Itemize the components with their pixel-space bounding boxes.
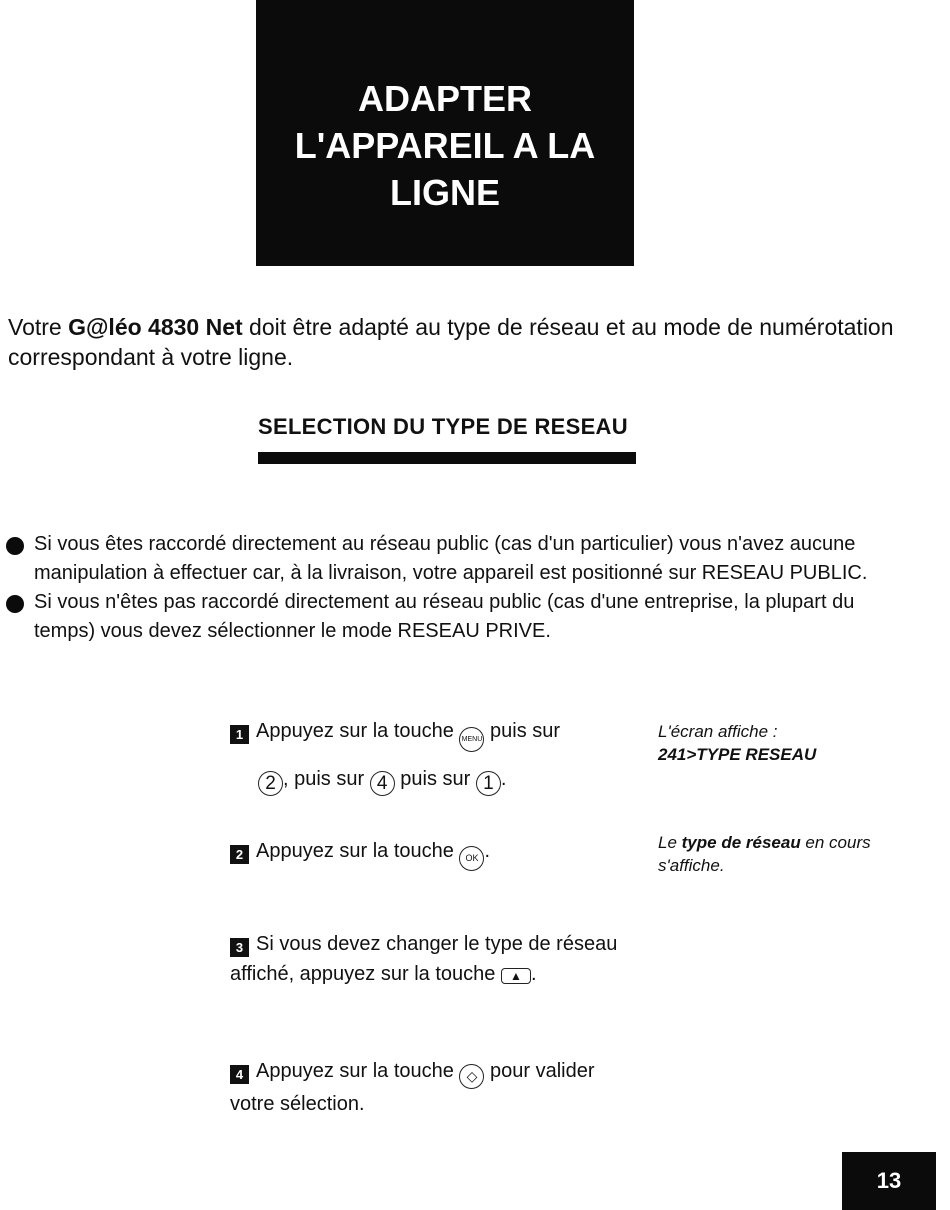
page-number: 13 bbox=[842, 1152, 936, 1210]
key-4-icon: 4 bbox=[370, 771, 395, 796]
key-2-icon: 2 bbox=[258, 771, 283, 796]
note-text: Le bbox=[658, 833, 682, 852]
screen-display-text: 241>TYPE RESEAU bbox=[658, 745, 817, 764]
step-text: puis sur bbox=[400, 768, 471, 790]
step-number: 2 bbox=[230, 845, 249, 864]
step-text: Appuyez sur la touche bbox=[256, 1060, 454, 1082]
note-label: L'écran affiche : bbox=[658, 722, 778, 741]
bullet-list bbox=[6, 530, 906, 646]
screen-display-note bbox=[658, 720, 816, 766]
network-type-note bbox=[658, 831, 878, 877]
chapter-title bbox=[295, 51, 596, 216]
intro-prefix: Votre bbox=[8, 314, 69, 340]
list-item bbox=[6, 530, 906, 588]
section-header bbox=[258, 413, 636, 464]
chapter-title-line-2: L'APPAREIL A LA bbox=[294, 124, 596, 166]
step-1 bbox=[230, 716, 640, 796]
ok-key-icon: OK bbox=[459, 846, 484, 871]
chapter-title-line-3: LIGNE bbox=[389, 171, 500, 213]
list-item bbox=[6, 588, 906, 646]
step-text: Si vous devez changer le type de réseau affiché, appuyez sur la touche bbox=[230, 933, 618, 985]
step-text: . bbox=[530, 963, 537, 985]
up-key-icon: ▲ bbox=[501, 968, 531, 984]
note-text: en cours s'affiche. bbox=[658, 833, 871, 875]
chapter-title-block bbox=[256, 0, 634, 266]
step-number: 3 bbox=[230, 938, 249, 957]
product-name: G@léo 4830 Net bbox=[68, 314, 243, 340]
step-text: puis sur bbox=[490, 720, 561, 742]
start-key-icon: ◇ bbox=[459, 1064, 484, 1089]
bullet-icon bbox=[6, 595, 24, 613]
intro-paragraph bbox=[8, 312, 908, 372]
step-text: Appuyez sur la touche bbox=[256, 720, 454, 742]
step-text: , puis sur bbox=[283, 768, 365, 790]
step-text: Appuyez sur la touche bbox=[256, 840, 454, 862]
step-number: 4 bbox=[230, 1065, 249, 1084]
step-text: . bbox=[484, 840, 491, 862]
intro-suffix: doit être adapté au type de réseau et au mode de numérotation correspondant à votre ligne. bbox=[8, 314, 894, 370]
step-text: pour valider votre sélection. bbox=[230, 1060, 595, 1115]
bullet-text: Si vous n'êtes pas raccordé directement au réseau public (cas d'une entreprise, la plupart du temps) vous devez sélectionner le mode RESEAU PRIVE. bbox=[34, 591, 855, 642]
key-1-icon: 1 bbox=[476, 771, 501, 796]
step-number: 1 bbox=[230, 725, 249, 744]
note-emphasis: type de réseau bbox=[681, 833, 801, 852]
step-4 bbox=[230, 1056, 630, 1119]
chapter-title-line-1: ADAPTER bbox=[357, 77, 532, 119]
bullet-icon bbox=[6, 537, 24, 555]
step-3 bbox=[230, 929, 630, 989]
menu-key-icon: MENU bbox=[459, 727, 484, 752]
bullet-text: Si vous êtes raccordé directement au réseau public (cas d'un particulier) vous n'avez aucune manipulation à effectuer car, à la livraison, votre appareil est positionné sur RESEAU PUBLIC. bbox=[34, 533, 868, 584]
step-text: . bbox=[500, 768, 507, 790]
section-title: SELECTION DU TYPE DE RESEAU bbox=[258, 414, 628, 439]
section-divider bbox=[258, 452, 636, 464]
step-continuation bbox=[230, 764, 640, 796]
step-2 bbox=[230, 836, 640, 871]
